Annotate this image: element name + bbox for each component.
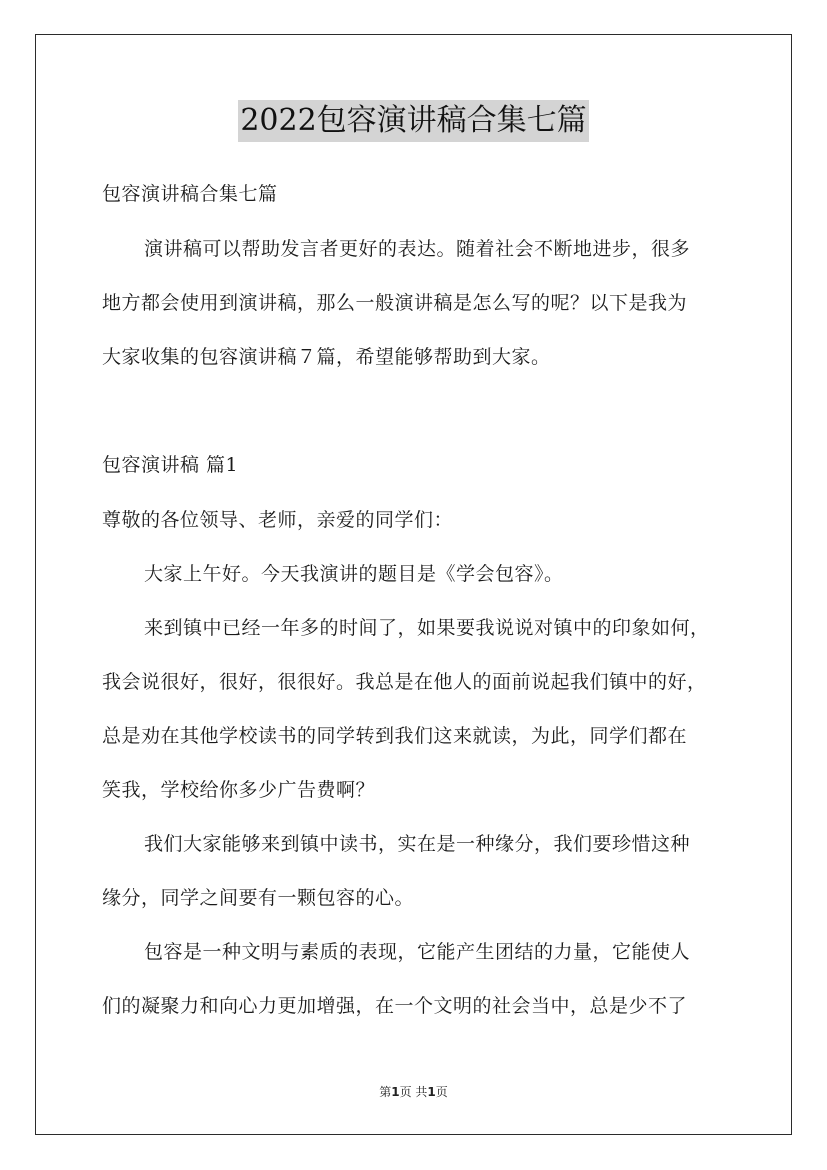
section-heading: 包容演讲稿 篇1 xyxy=(102,454,239,476)
title-container xyxy=(0,100,827,142)
paragraph-line: 演讲稿可以帮助发言者更好的表达。随着社会不断地进步，很多 xyxy=(144,238,691,260)
paragraph-line: 来到镇中已经一年多的时间了，如果要我说说对镇中的印象如何， xyxy=(144,617,710,639)
document-title: 2022包容演讲稿合集七篇 xyxy=(238,100,588,142)
footer-page-current: 1 xyxy=(391,1085,400,1099)
paragraph-line: 大家收集的包容演讲稿７篇，希望能够帮助到大家。 xyxy=(102,346,551,368)
paragraph-line: 我会说很好，很好，很很好。我总是在他人的面前说起我们镇中的好， xyxy=(102,671,707,693)
paragraph-line: 包容是一种文明与素质的表现，它能产生团结的力量，它能使人 xyxy=(144,941,691,963)
paragraph-line: 缘分，同学之间要有一颗包容的心。 xyxy=(102,887,415,909)
paragraph-line: 笑我，学校给你多少广告费啊？ xyxy=(102,779,376,801)
paragraph-line: 我们大家能够来到镇中读书，实在是一种缘分，我们要珍惜这种 xyxy=(144,833,691,855)
footer-page-mid: 页 共 xyxy=(399,1085,428,1099)
paragraph-line: 总是劝在其他学校读书的同学转到我们这来就读，为此，同学们都在 xyxy=(102,725,688,747)
paragraph-line: 们的凝聚力和向心力更加增强，在一个文明的社会当中，总是少不了 xyxy=(102,995,688,1017)
page-footer xyxy=(0,1084,827,1100)
footer-page-prefix: 第 xyxy=(379,1085,392,1099)
footer-page-suffix: 页 xyxy=(435,1085,448,1099)
paragraph-line: 大家上午好。今天我演讲的题目是《学会包容》。 xyxy=(144,563,564,585)
subtitle: 包容演讲稿合集七篇 xyxy=(102,183,278,205)
salutation: 尊敬的各位领导、老师，亲爱的同学们： xyxy=(102,509,454,531)
paragraph-line: 地方都会使用到演讲稿，那么一般演讲稿是怎么写的呢？以下是我为 xyxy=(102,292,688,314)
footer-page-total: 1 xyxy=(427,1085,436,1099)
